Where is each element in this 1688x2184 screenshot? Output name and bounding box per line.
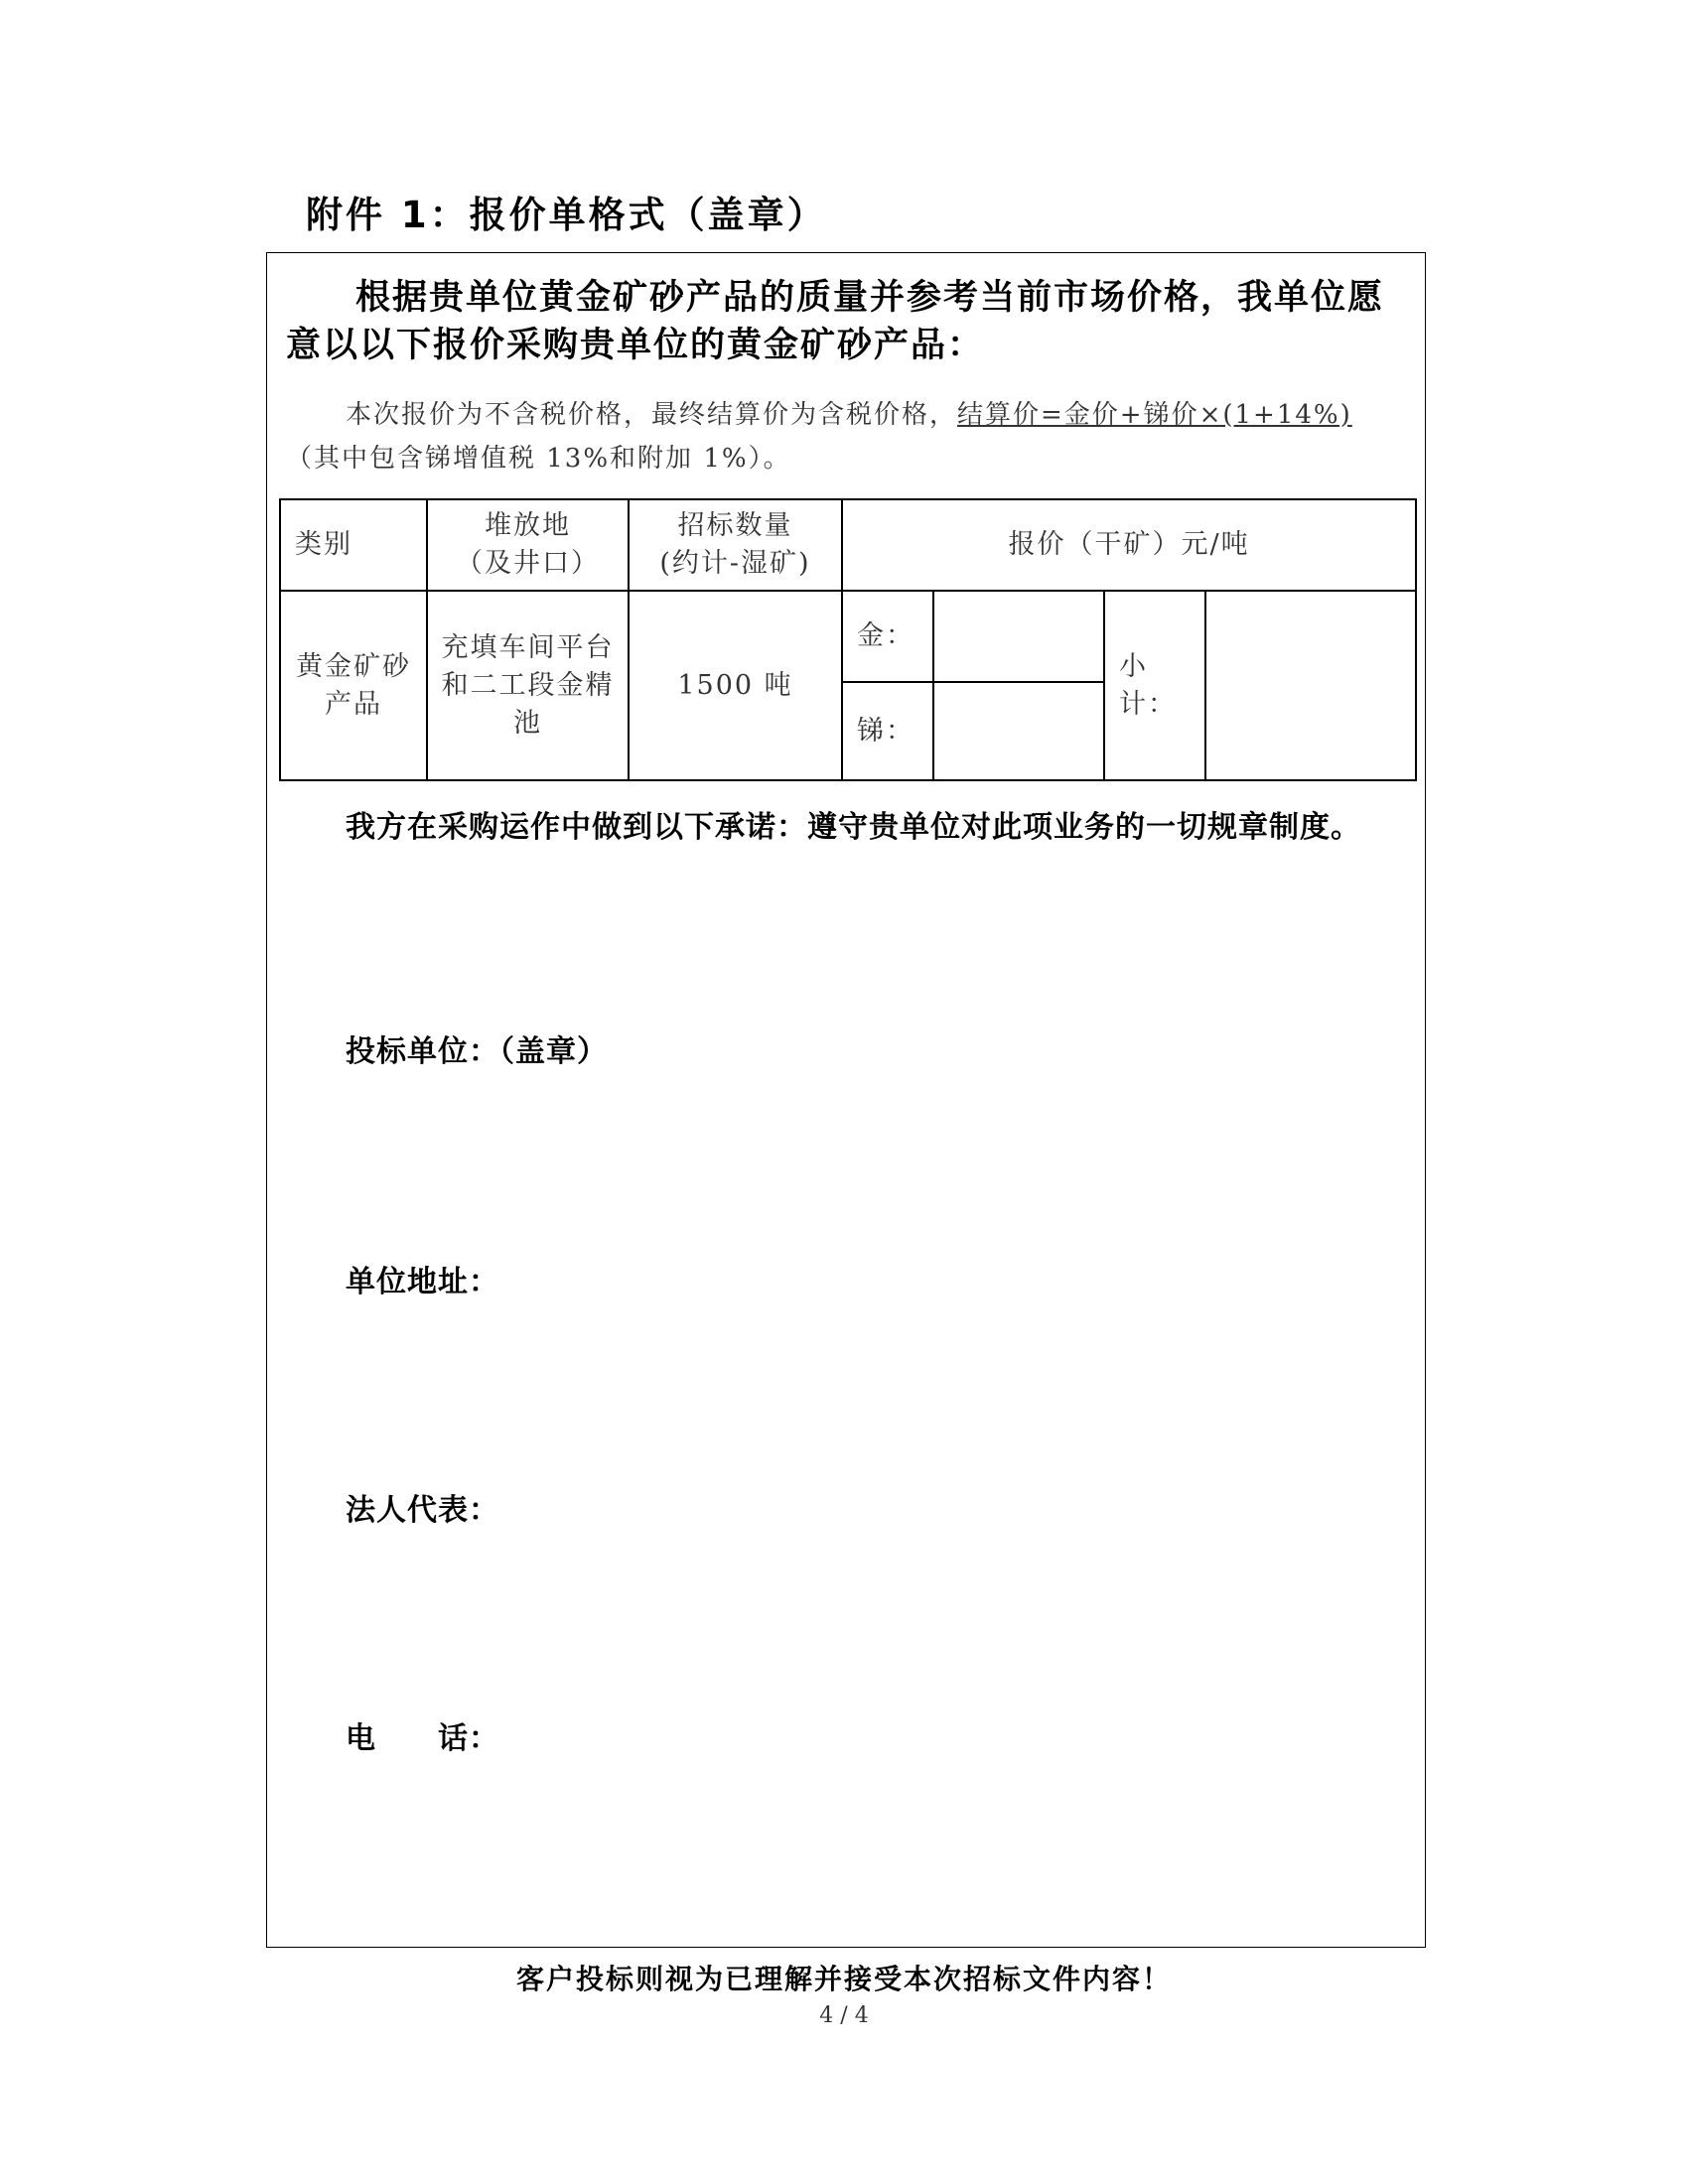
header-quantity: [629, 499, 842, 591]
header-location-line2: （及井口）: [456, 548, 600, 579]
bidder-label: 投标单位：（盖章）: [346, 1034, 608, 1069]
cell-antimony-price[interactable]: [933, 682, 1104, 780]
cell-quantity: 1500 吨: [629, 591, 842, 780]
page-number: 4 / 4: [819, 2003, 869, 2028]
header-category: 类别: [280, 499, 427, 591]
header-quantity-line1: 招标数量: [677, 510, 793, 541]
commitment-statement: 我方在采购运作中做到以下承诺：遵守贵单位对此项业务的一切规章制度。: [346, 810, 1361, 845]
cell-subtotal-label: [1104, 591, 1205, 780]
price-note: [286, 393, 1418, 480]
subtotal-line2: 计：: [1119, 688, 1177, 720]
cell-subtotal-value[interactable]: [1205, 591, 1416, 780]
header-price: 报价（干矿）元/吨: [842, 499, 1416, 591]
phone-label: 电 话：: [346, 1721, 499, 1756]
subtotal-line1: 小: [1119, 650, 1148, 682]
footer-note: 客户投标则视为已理解并接受本次招标文件内容！: [515, 1963, 1172, 1995]
table-header-row: [280, 499, 1416, 591]
legal-rep-label: 法人代表：: [346, 1493, 499, 1528]
cell-category: 黄金矿砂产品: [280, 591, 427, 780]
cell-gold-price[interactable]: [933, 591, 1104, 682]
cell-location: 充填车间平台和二工段金精池: [427, 591, 629, 780]
intro-statement-text: 根据贵单位黄金矿砂产品的质量并参考当前市场价格，我单位愿意以以下报价采购贵单位的黄金矿砂产品：: [286, 278, 1385, 365]
cell-antimony-label: 锑：: [842, 682, 933, 780]
price-note-prefix: 本次报价为不含税价格，最终结算价为含税价格，: [346, 400, 958, 430]
header-location-line1: 堆放地: [485, 510, 571, 541]
cell-gold-label: 金：: [842, 591, 933, 682]
table-row: [280, 591, 1416, 682]
settlement-formula: 结算价=金价+锑价×(1+14%): [957, 400, 1352, 430]
price-table: [279, 498, 1417, 781]
address-label: 单位地址：: [346, 1265, 499, 1299]
header-quantity-line2: (约计-湿矿): [659, 548, 811, 579]
intro-statement: [286, 274, 1410, 369]
price-note-suffix: （其中包含锑增值税 13%和附加 1%）。: [286, 444, 791, 474]
page-title: 附件 1：报价单格式（盖章）: [306, 194, 827, 236]
header-location: [427, 499, 629, 591]
